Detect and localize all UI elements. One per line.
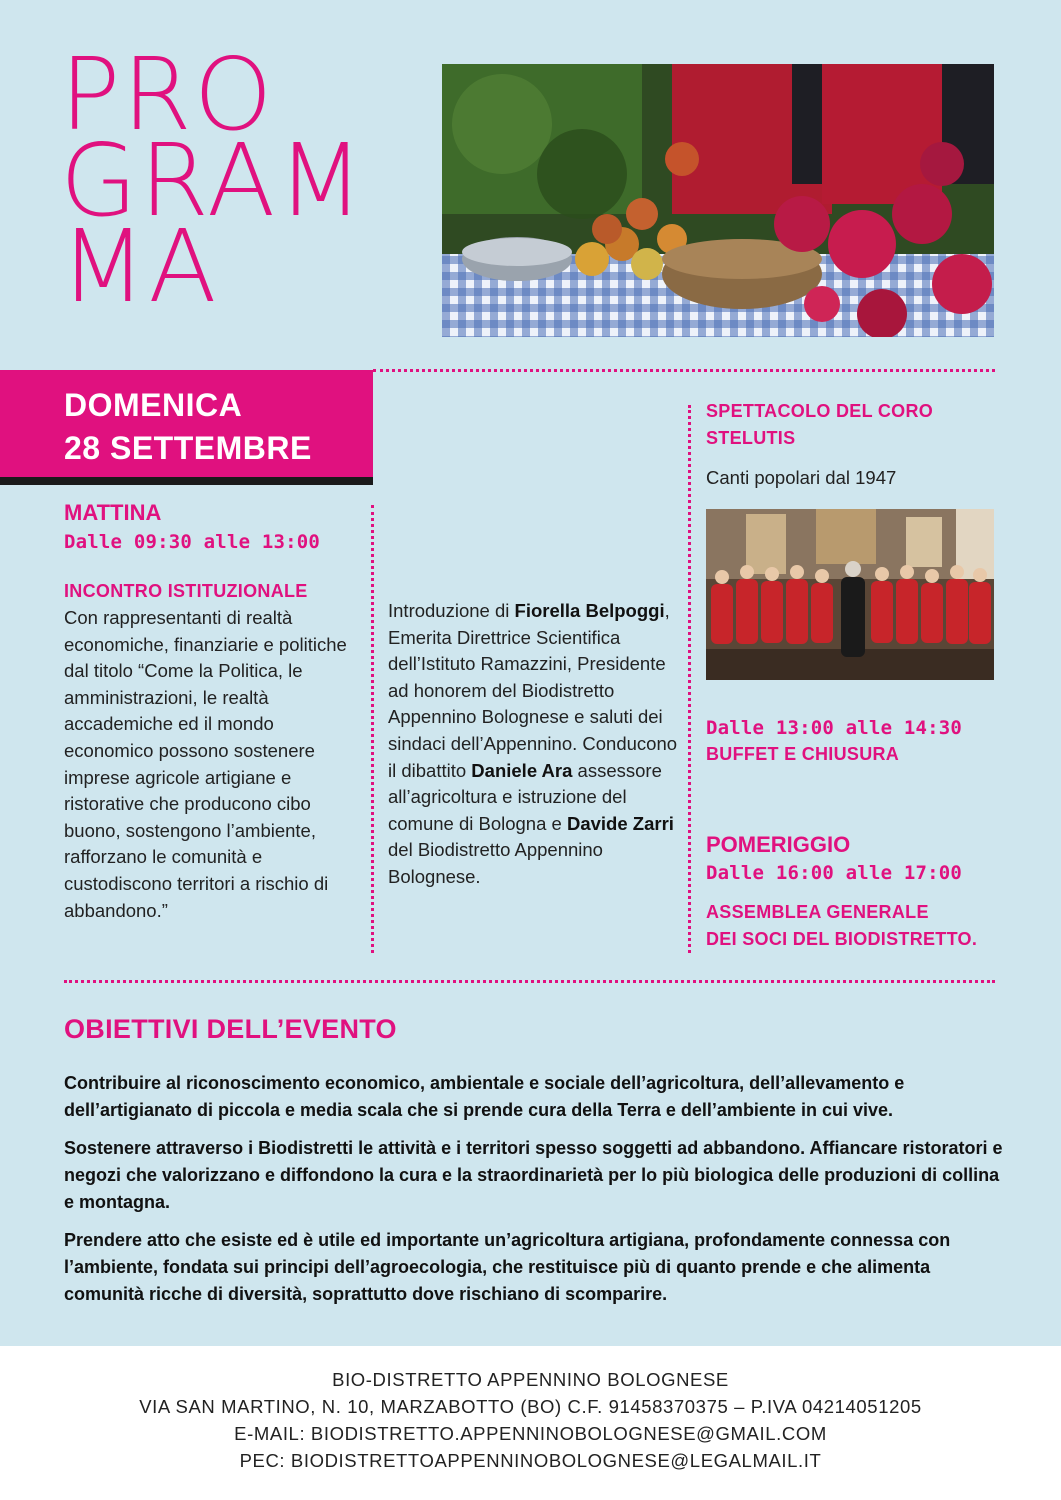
intro-text-1: Introduzione di (388, 600, 515, 621)
intro-text-2: , Emerita Direttrice Scientifica dell’Istituto Ramazzini, Presidente ad honorem del Biodistretto Appennino Bolognese e saluti dei sindaci dell’Appennino. Conducono il dibattito (388, 600, 678, 781)
date-banner (0, 370, 373, 477)
choir-description: Canti popolari dal 1947 (706, 467, 897, 488)
objectives-heading: OBIETTIVI DELL’EVENTO (64, 1014, 397, 1044)
market-photo (442, 64, 994, 337)
morning-subheading: INCONTRO ISTITUZIONALE (64, 581, 308, 601)
choir-photo (706, 509, 994, 680)
speaker-ara: Daniele Ara (471, 759, 573, 781)
afternoon-heading: POMERIGGIO (706, 832, 851, 857)
speaker-zarri: Davide Zarri (566, 812, 674, 834)
title-line-3: MA (60, 208, 219, 325)
afternoon-sub-1: ASSEMBLEA GENERALE (706, 902, 929, 922)
morning-heading: MATTINA (64, 500, 162, 525)
title-line-1: PRO (60, 36, 275, 153)
afternoon-sub-2: DEI SOCI DEL BIODISTRETTO. (706, 929, 978, 949)
morning-description: Con rappresentanti di realtà economiche, finanziarie e politiche dal titolo “Come la Politica, le amministrazioni, le realtà accademiche ed il mondo economico possono sostenere imprese agricole artigiane e ristorative che producono cibo buono, sostengono l’ambiente, rafforzano le comunità e custodiscono territori a rischio di abbandono.” (64, 607, 347, 921)
date-date: 28 SETTEMBRE (64, 430, 312, 466)
morning-time: Dalle 09:30 alle 13:00 (64, 531, 321, 553)
date-day: DOMENICA (64, 387, 243, 423)
footer-address: VIA SAN MARTINO, N. 10, MARZABOTTO (BO) C.F. 91458370375 – P.IVA 04214051205 (139, 1396, 922, 1417)
buffet-label: BUFFET E CHIUSURA (706, 744, 900, 764)
intro-text-3: assessore all’agricoltura e istruzione del comune di Bologna e (388, 759, 662, 834)
objective-paragraph: Prendere atto che esiste ed è utile ed importante un’agricoltura artigiana, profondamente connessa con l’ambiente, fondata sui principi dell’agroecologia, che restituisce più di quanto prende e che alimenta comunità ricche di diversità, soprattutto dove rischiano di scomparire. (64, 1230, 951, 1304)
page-title (60, 36, 366, 325)
intro-text-4: del Biodistretto Appennino Bolognese. (388, 839, 603, 887)
middle-divider (64, 980, 995, 983)
footer-email: E-MAIL: BIODISTRETTO.APPENNINOBOLOGNESE@GMAIL.COM (234, 1423, 827, 1444)
title-line-2: GRAM (60, 122, 366, 239)
footer-pec: PEC: BIODISTRETTOAPPENNINOBOLOGNESE@LEGALMAIL.IT (239, 1450, 822, 1471)
afternoon-time: Dalle 16:00 alle 17:00 (706, 862, 963, 884)
footer (0, 1346, 1061, 1500)
top-divider (373, 369, 995, 372)
speaker-belpoggi: Fiorella Belpoggi (514, 600, 665, 621)
objectives-list (64, 1070, 1004, 1308)
buffet-time: Dalle 13:00 alle 14:30 (706, 717, 963, 739)
choir-heading: SPETTACOLO DEL CORO STELUTIS (706, 401, 934, 448)
intro-description (388, 598, 680, 891)
column-divider-left (371, 505, 374, 953)
column-divider-right (688, 405, 691, 953)
objective-paragraph: Contribuire al riconoscimento economico, ambientale e sociale dell’agricoltura, dell’allevamento e dell’artigianato di piccola e media scala che si prende cura della Terra e dell’ambiente in cui vive. (64, 1073, 905, 1120)
objective-paragraph: Sostenere attraverso i Biodistretti le attività e i territori spesso soggetti ad abbandono. Affiancare ristoratori e negozi che valorizzano e diffondono la cura e la straordinarietà per lo più biologica delle produzioni di collina e montagna. (64, 1138, 1003, 1212)
footer-org-name: BIO-DISTRETTO APPENNINO BOLOGNESE (332, 1369, 729, 1390)
